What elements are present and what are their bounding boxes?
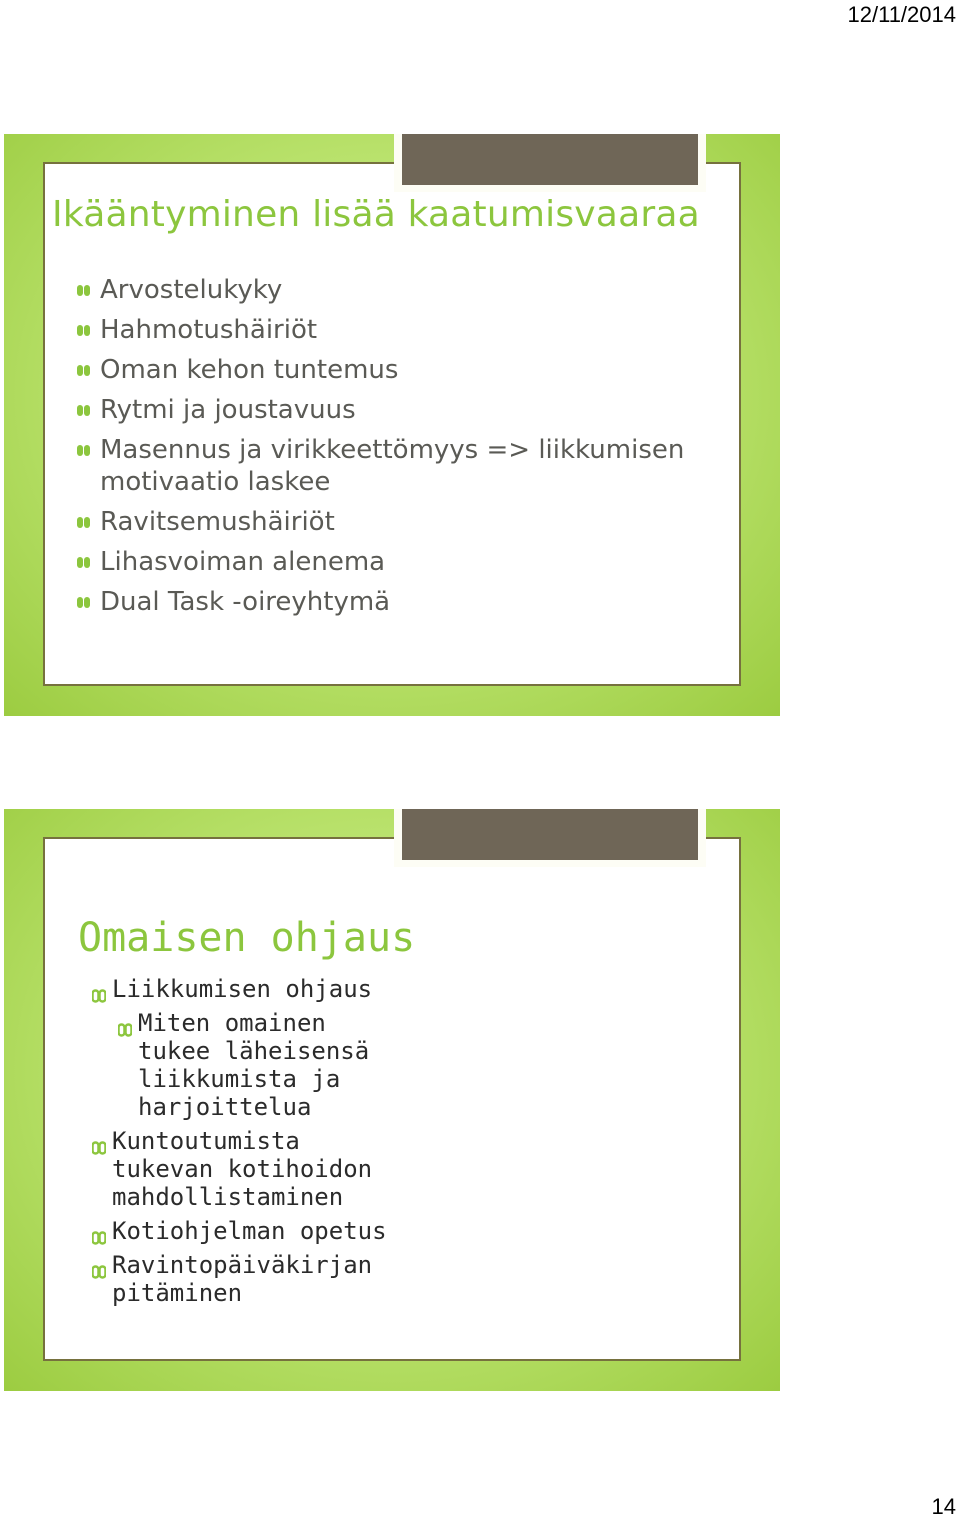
bullet-icon: [76, 515, 91, 530]
list-item: [92, 975, 692, 1121]
list-item-text: Oman kehon tuntemus: [100, 355, 399, 385]
slide-2: [4, 809, 780, 1391]
slide-1: [4, 134, 780, 716]
list-item-text: Lihasvoiman alenema: [100, 547, 386, 577]
page-number: 14: [931, 1494, 956, 1519]
bullet-icon: [92, 1223, 106, 1237]
list-item-text: Hahmotushäiriöt: [100, 315, 318, 345]
slide-tab: [402, 809, 698, 860]
list-item-text: Liikkumisen ohjaus: [112, 975, 373, 1003]
slide-tab: [402, 134, 698, 185]
bullet-icon: [92, 1257, 106, 1271]
slide-title: Omaisen ohjaus: [78, 915, 416, 961]
list-item: [92, 1127, 392, 1211]
list-item: [92, 1217, 692, 1245]
list-item-text: Kotiohjelman opetus: [112, 1217, 387, 1245]
bullet-icon: [76, 595, 91, 610]
list-item-text: Kuntoutumista tukevan kotihoidon mahdollistaminen: [112, 1127, 373, 1211]
list-item-text: Ravintopäiväkirjan pitäminen: [112, 1251, 373, 1307]
bullet-icon: [76, 283, 91, 298]
bullet-list: [92, 975, 692, 1313]
sub-bullet-list: [118, 1009, 692, 1121]
list-item-text: Ravitsemushäiriöt: [100, 507, 335, 537]
slide-title: Ikääntyminen lisää kaatumisvaaraa: [52, 194, 700, 235]
bullet-icon: [92, 1133, 106, 1147]
list-item: [76, 314, 696, 346]
bullet-icon: [118, 1015, 132, 1029]
list-item-text: Rytmi ja joustavuus: [100, 395, 356, 425]
list-item: [76, 586, 696, 618]
bullet-icon: [76, 403, 91, 418]
list-item: [76, 434, 696, 498]
list-item: [76, 354, 696, 386]
list-item-text: Miten omainen tukee läheisensä liikkumista ja harjoittelua: [138, 1009, 370, 1121]
list-item: [76, 546, 696, 578]
bullet-icon: [92, 981, 106, 995]
list-item-text: Masennus ja virikkeettömyys => liikkumisen motivaatio laskee: [100, 435, 685, 497]
list-item: [92, 1251, 392, 1307]
list-item: [118, 1009, 388, 1121]
list-item-text: Dual Task -oireyhtymä: [100, 587, 391, 617]
list-item: [76, 394, 696, 426]
list-item-text: Arvostelukyky: [100, 275, 283, 305]
bullet-icon: [76, 363, 91, 378]
header-date: 12/11/2014: [847, 2, 956, 27]
list-item: [76, 274, 696, 306]
bullet-icon: [76, 323, 91, 338]
bullet-icon: [76, 443, 91, 458]
list-item: [76, 506, 696, 538]
bullet-icon: [76, 555, 91, 570]
bullet-list: [76, 274, 696, 626]
